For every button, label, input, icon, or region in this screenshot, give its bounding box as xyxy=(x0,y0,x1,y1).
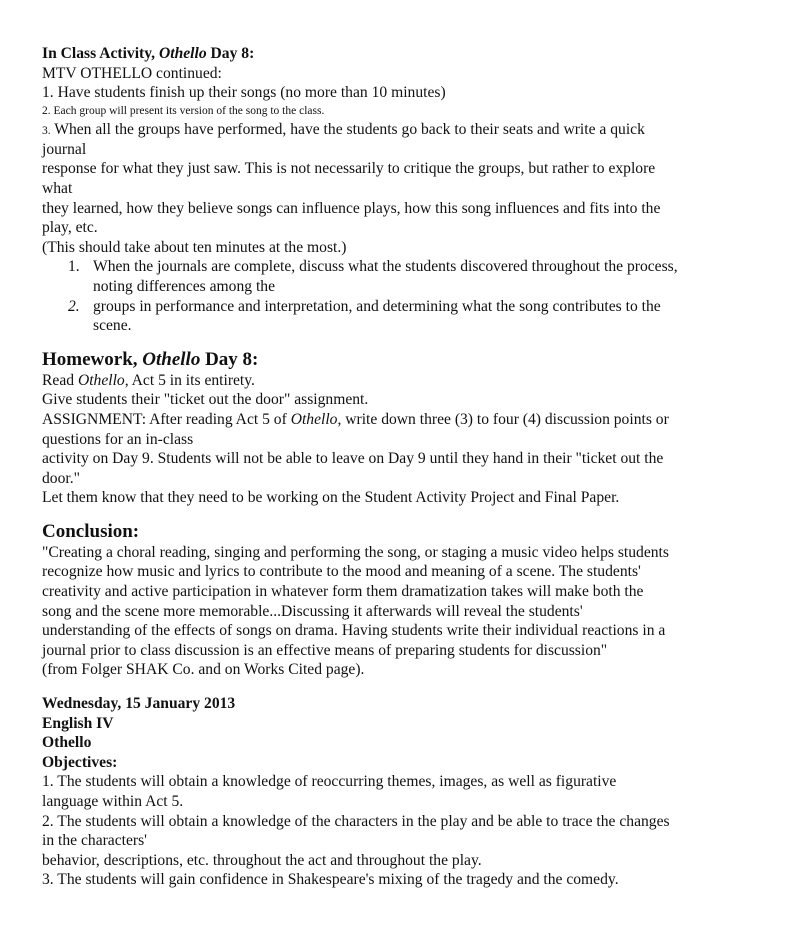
conclusion-line: creativity and active participation in whatever form them dramatization takes will make both the xyxy=(42,583,644,601)
objectives-heading: Objectives: xyxy=(42,753,118,771)
activity-line: 2. Each group will present its version of the song to the class. xyxy=(42,104,325,117)
homework-heading-suffix: Day 8: xyxy=(200,348,259,370)
assignment-prefix: ASSIGNMENT: After reading Act 5 of xyxy=(42,410,291,428)
lesson-course: English IV xyxy=(42,714,114,732)
list-item-line: groups in performance and interpretation, and determining what the song contributes to the xyxy=(93,297,661,315)
list-item-line: noting differences among the xyxy=(93,277,276,295)
activity-line: what xyxy=(42,179,73,197)
lesson-date: Wednesday, 15 January 2013 xyxy=(42,695,236,713)
conclusion-heading: Conclusion: xyxy=(42,520,140,542)
objective-line: language within Act 5. xyxy=(42,793,184,810)
homework-line: Give students their "ticket out the door" assignment. xyxy=(42,391,369,409)
objective-line: behavior, descriptions, etc. throughout the act and throughout the play. xyxy=(42,851,482,869)
activity-line: MTV OTHELLO continued: xyxy=(42,64,222,82)
list-marker: 1. xyxy=(68,258,80,276)
homework-line xyxy=(42,410,742,430)
objective-line: 2. The students will obtain a knowledge of the characters in the play and be able to trace the changes xyxy=(42,812,670,830)
activity-line: response for what they just saw. This is not necessarily to critique the groups, but rather to explore xyxy=(42,160,656,178)
conclusion-line: (from Folger SHAK Co. and on Works Cited page). xyxy=(42,661,365,679)
conclusion-line: journal prior to class discussion is an effective means of preparing students for discussion" xyxy=(42,641,608,659)
list-marker: 2. xyxy=(68,297,80,315)
homework-line: Let them know that they need to be working on the Student Activity Project and Final Paper. xyxy=(42,489,620,507)
assignment-title: Othello xyxy=(290,410,338,428)
objective-line: 1. The students will obtain a knowledge of reoccurring themes, images, as well as figurative xyxy=(42,773,617,791)
conclusion-line: understanding of the effects of songs on drama. Having students write their individual reactions in a xyxy=(42,622,666,640)
homework-line: door." xyxy=(42,469,80,487)
conclusion-line: recognize how music and lyrics to contribute to the mood and meaning of a scene. The students' xyxy=(42,563,641,581)
conclusion-line: "Creating a choral reading, singing and performing the song, or staging a music video helps students xyxy=(42,543,669,561)
activity-heading xyxy=(42,44,742,64)
activity-line: they learned, how they believe songs can influence plays, how this song influences and fits into the xyxy=(42,199,661,217)
read-title: Othello xyxy=(77,371,125,389)
homework-heading-title: Othello xyxy=(142,348,201,370)
activity-line xyxy=(42,120,742,140)
lesson-title: Othello xyxy=(42,734,92,752)
activity-heading-prefix: In Class Activity, xyxy=(42,45,159,62)
read-suffix: , Act 5 in its entirety. xyxy=(124,371,255,389)
list-item xyxy=(42,297,742,336)
activity-line: journal xyxy=(42,140,87,158)
objective-line: 3. The students will gain confidence in Shakespeare's mixing of the tragedy and the comedy. xyxy=(42,871,619,889)
homework-line: activity on Day 9. Students will not be able to leave on Day 9 until they hand in their "ticket out the xyxy=(42,450,664,468)
activity-line: play, etc. xyxy=(42,219,98,237)
document-page xyxy=(42,44,742,890)
homework-line: questions for an in-class xyxy=(42,430,194,448)
assignment-suffix: , write down three (3) to four (4) discussion points or xyxy=(337,410,669,428)
list-item-line: When the journals are complete, discuss what the students discovered throughout the process, xyxy=(93,258,678,276)
step-three-number: 3. xyxy=(42,124,51,137)
activity-line: (This should take about ten minutes at the most.) xyxy=(42,238,347,256)
conclusion-line: song and the scene more memorable...Discussing it afterwards will reveal the students' xyxy=(42,602,583,620)
read-prefix: Read xyxy=(42,371,78,389)
activity-heading-title: Othello xyxy=(158,45,207,62)
activity-line: 1. Have students finish up their songs (no more than 10 minutes) xyxy=(42,84,446,102)
step-three-text: When all the groups have performed, have the students go back to their seats and write a quick xyxy=(50,120,645,138)
list-item-line: scene. xyxy=(93,317,132,335)
activity-heading-suffix: Day 8: xyxy=(206,45,255,62)
objective-line: in the characters' xyxy=(42,832,147,850)
homework-heading xyxy=(42,348,742,371)
homework-heading-prefix: Homework, xyxy=(42,348,143,370)
list-item xyxy=(42,257,742,296)
discussion-steps-list xyxy=(42,257,742,335)
homework-line xyxy=(42,371,742,391)
